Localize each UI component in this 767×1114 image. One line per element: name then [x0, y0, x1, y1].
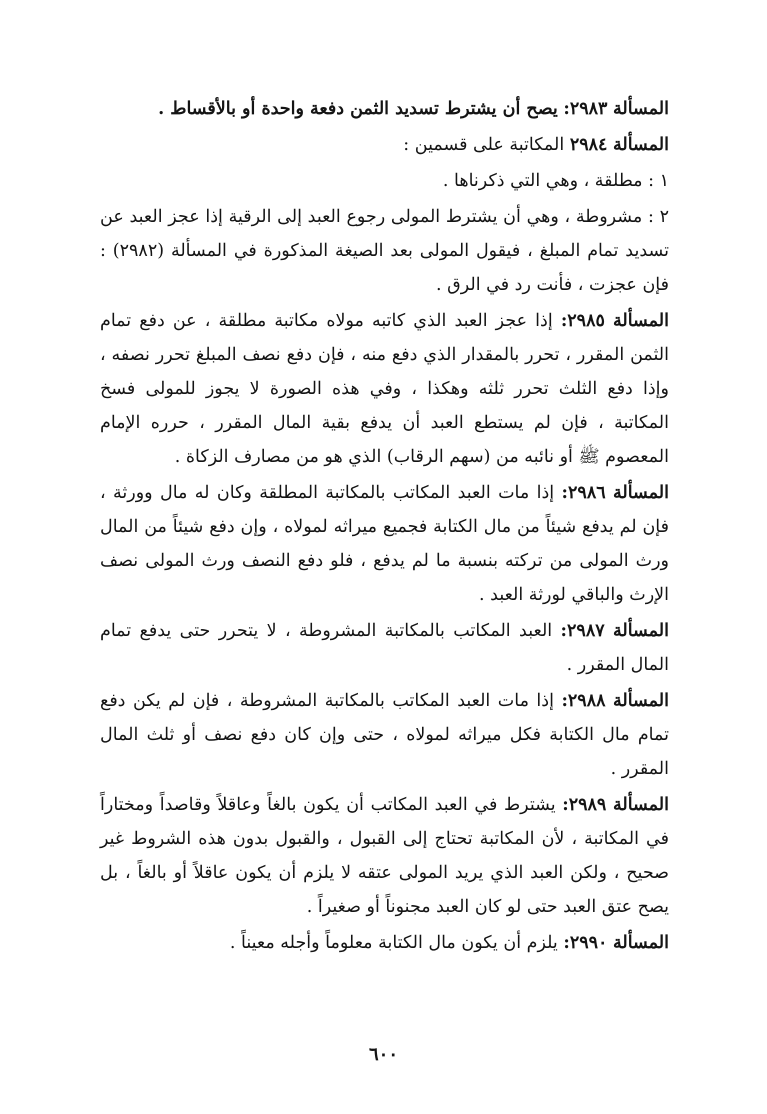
issue-label: المسألة: [613, 933, 669, 953]
issue-number: ٢٩٨٦:: [561, 483, 606, 503]
issue-label: المسألة: [613, 795, 669, 815]
issue-number: ٢٩٨٨:: [561, 691, 606, 711]
paragraph-text: ٢ : مشروطة ، وهي أن يشترط المولى رجوع العبد إلى الرقية إذا عجز العبد عن تسديد تمام المبلغ ، فيقول المولى بعد الصيغة المذكورة في المسألة (٢٩٨٢) : فإن عجزت ، فأنت رد في الرق .: [100, 207, 669, 295]
paragraph-2985: [100, 304, 669, 474]
paragraph-text: ١ : مطلقة ، وهي التي ذكرناها .: [442, 171, 669, 191]
list-item-conditional: [100, 200, 669, 302]
paragraph-2984: [100, 128, 669, 162]
paragraph-2986: [100, 476, 669, 612]
paragraph-text: العبد المكاتب بالمكاتبة المشروطة ، لا يتحرر حتى يدفع تمام المال المقرر .: [100, 621, 669, 675]
paragraph-text: يصح أن يشترط تسديد الثمن دفعة واحدة أو بالأقساط .: [158, 99, 558, 119]
issue-number: ٢٩٨٤: [569, 135, 608, 155]
issue-label: المسألة: [613, 691, 669, 711]
issue-number: ٢٩٨٥:: [560, 311, 605, 331]
paragraph-text: المكاتبة على قسمين :: [403, 135, 565, 155]
paragraph-text: يلزم أن يكون مال الكتابة معلوماً وأجله معيناً .: [229, 933, 558, 953]
issue-number: ٢٩٩٠:: [563, 933, 608, 953]
list-item-absolute: [100, 164, 669, 198]
issue-number: ٢٩٨٩:: [562, 795, 607, 815]
page-number: ٦٠٠: [368, 1044, 398, 1065]
issue-label: المسألة: [613, 99, 669, 119]
paragraph-2990: [100, 926, 669, 960]
paragraph-text: يشترط في العبد المكاتب أن يكون بالغاً وعاقلاً وقاصداً ومختاراً في المكاتبة ، لأن المكاتبة تحتاج إلى القبول ، والقبول بدون هذه الشروط غير صحيح ، ولكن العبد الذي يريد المولى عتقه لا يلزم أن يكون عاقلاً أو بالغاً ، بل يصح عتق العبد حتى لو كان العبد مجنوناً أو صغيراً .: [100, 795, 669, 917]
issue-label: المسألة: [613, 135, 669, 155]
issue-label: المسألة: [613, 311, 669, 331]
issue-number: ٢٩٨٣:: [563, 99, 608, 119]
paragraph-2988: [100, 684, 669, 786]
paragraph-text: إذا مات العبد المكاتب بالمكاتبة المشروطة ، فإن لم يكن دفع تمام مال الكتابة فكل ميراثه لمولاه ، حتى وإن كان دفع نصف أو ثلث المال المقرر .: [100, 691, 669, 779]
paragraph-2983: [100, 92, 669, 126]
paragraph-2987: [100, 614, 669, 682]
issue-label: المسألة: [613, 621, 669, 641]
issue-label: المسألة: [613, 483, 669, 503]
issue-number: ٢٩٨٧:: [560, 621, 605, 641]
paragraph-text: إذا مات العبد المكاتب بالمكاتبة المطلقة وكان له مال وورثة ، فإن لم يدفع شيئاً من مال الكتابة فجميع ميراثه لمولاه ، وإن دفع شيئاً من المال ورث المولى من تركته بنسبة ما لم يدفع ، فلو دفع النصف ورث المولى نصف الإرث والباقي لورثة العبد .: [100, 483, 669, 605]
paragraph-2989: [100, 788, 669, 924]
paragraph-text: إذا عجز العبد الذي كاتبه مولاه مكاتبة مطلقة ، عن دفع تمام الثمن المقرر ، تحرر بالمقدار الذي دفع منه ، فإن دفع نصف المبلغ تحرر نصفه ، وإذا دفع الثلث تحرر ثلثه وهكذا ، وفي هذه الصورة لا يجوز للمولى فسخ المكاتبة ، فإن لم يستطع العبد أن يدفع بقية المال المقرر ، حرره الإمام المعصوم ﷺ أو نائبه من (سهم الرقاب) الذي هو من مصارف الزكاة .: [100, 311, 669, 467]
